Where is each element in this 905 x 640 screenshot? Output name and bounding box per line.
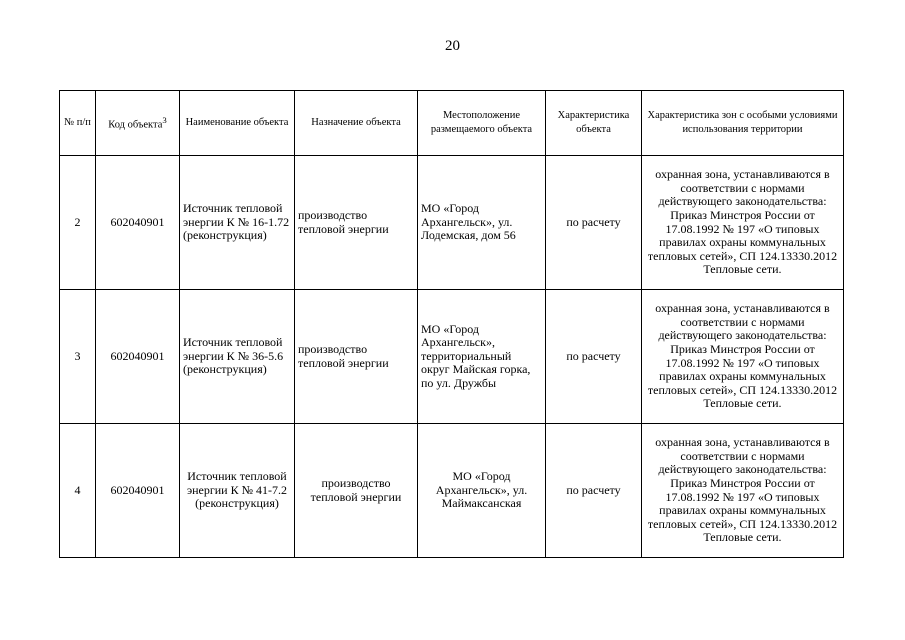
- cell-num: 3: [60, 290, 96, 424]
- cell-characteristic: по расчету: [546, 290, 642, 424]
- header-characteristic: Характеристика объекта: [546, 91, 642, 156]
- cell-num: 2: [60, 156, 96, 290]
- header-row: [60, 91, 844, 156]
- cell-purpose: производство тепловой энергии: [295, 290, 418, 424]
- header-code-label: Код объекта: [108, 119, 163, 131]
- cell-code: 602040901: [96, 424, 180, 558]
- table-row: [60, 290, 844, 424]
- objects-table: [59, 90, 844, 558]
- header-code: [96, 91, 180, 156]
- cell-location: МО «Город Архангельск», ул. Маймаксанская: [418, 424, 546, 558]
- header-zones: Характеристика зон с особыми условиями использования территории: [642, 91, 844, 156]
- header-location: Местоположение размещаемого объекта: [418, 91, 546, 156]
- cell-name: Источник тепловой энергии К № 41-7.2 (реконструкция): [180, 424, 295, 558]
- cell-code: 602040901: [96, 156, 180, 290]
- cell-code: 602040901: [96, 290, 180, 424]
- header-name: Наименование объекта: [180, 91, 295, 156]
- cell-name: Источник тепловой энергии К № 16-1.72 (реконструкция): [180, 156, 295, 290]
- page-number: 20: [445, 38, 460, 54]
- cell-zones: охранная зона, устанавливаются в соответствии с нормами действующего законодательства: Приказ Минстроя России от 17.08.1992 № 197 «О типовых правилах охраны коммунальных тепловых сетей», СП 124.13330.2012 Тепловые сети.: [642, 290, 844, 424]
- cell-purpose: производство тепловой энергии: [295, 424, 418, 558]
- table-row: [60, 424, 844, 558]
- table-row: [60, 156, 844, 290]
- cell-name: Источник тепловой энергии К № 36-5.6 (реконструкция): [180, 290, 295, 424]
- header-purpose: Назначение объекта: [295, 91, 418, 156]
- cell-characteristic: по расчету: [546, 156, 642, 290]
- cell-location: МО «Город Архангельск», территориальный округ Майская горка, по ул. Дружбы: [418, 290, 546, 424]
- cell-location: МО «Город Архангельск», ул. Лодемская, дом 56: [418, 156, 546, 290]
- header-code-footnote: 3: [162, 114, 167, 125]
- cell-num: 4: [60, 424, 96, 558]
- header-num: № п/п: [60, 91, 96, 156]
- cell-characteristic: по расчету: [546, 424, 642, 558]
- cell-purpose: производство тепловой энергии: [295, 156, 418, 290]
- cell-zones: охранная зона, устанавливаются в соответствии с нормами действующего законодательства: Приказ Минстроя России от 17.08.1992 № 197 «О типовых правилах охраны коммунальных тепловых сетей», СП 124.13330.2012 Тепловые сети.: [642, 424, 844, 558]
- cell-zones: охранная зона, устанавливаются в соответствии с нормами действующего законодательства: Приказ Минстроя России от 17.08.1992 № 197 «О типовых правилах охраны коммунальных тепловых сетей», СП 124.13330.2012 Тепловые сети.: [642, 156, 844, 290]
